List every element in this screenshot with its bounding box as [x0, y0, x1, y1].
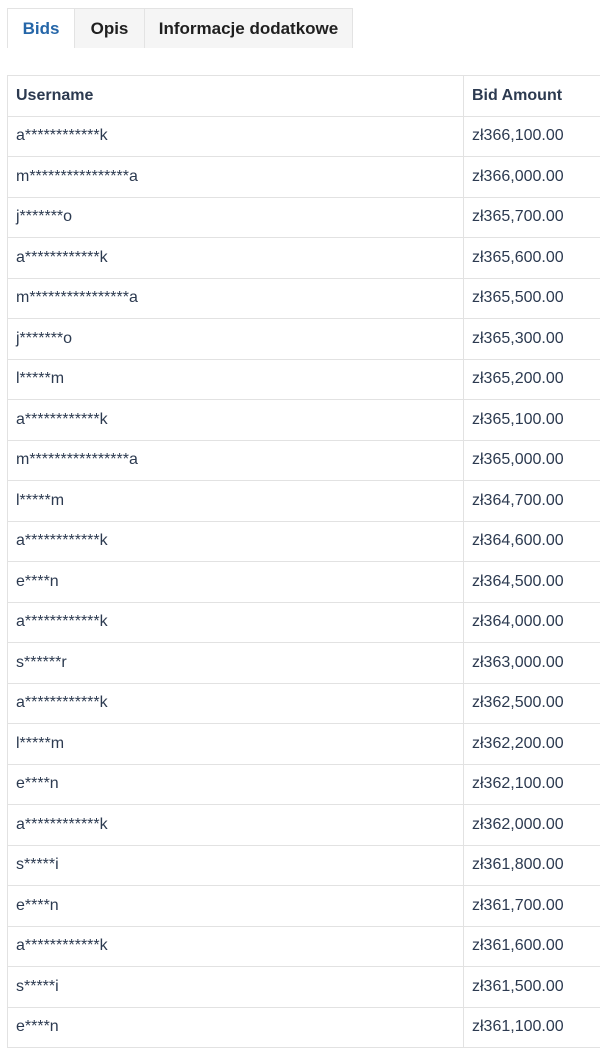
- table-row: [8, 197, 600, 238]
- bid-username-cell: l*****m: [8, 481, 464, 522]
- table-row: [8, 926, 600, 967]
- bid-amount-cell: zł364,500.00: [464, 562, 600, 603]
- bid-username-cell: a************k: [8, 805, 464, 846]
- table-row: [8, 643, 600, 684]
- bid-amount-cell: zł364,700.00: [464, 481, 600, 522]
- bid-amount-cell: zł365,600.00: [464, 238, 600, 279]
- bid-username-cell: a************k: [8, 683, 464, 724]
- bid-username-cell: e****n: [8, 886, 464, 927]
- bid-username-cell: a************k: [8, 116, 464, 157]
- table-row: [8, 886, 600, 927]
- bid-username-cell: a************k: [8, 926, 464, 967]
- table-row: [8, 805, 600, 846]
- tab-informacje-dodatkowe[interactable]: Informacje dodatkowe: [145, 8, 353, 48]
- bid-amount-cell: zł365,300.00: [464, 319, 600, 360]
- table-row: [8, 562, 600, 603]
- bids-table: [7, 75, 600, 1048]
- table-row: [8, 521, 600, 562]
- bid-amount-cell: zł366,100.00: [464, 116, 600, 157]
- username-column-header: Username: [8, 76, 464, 117]
- bid-amount-cell: zł365,700.00: [464, 197, 600, 238]
- bid-username-cell: l*****m: [8, 724, 464, 765]
- table-row: [8, 683, 600, 724]
- bid-amount-cell: zł365,500.00: [464, 278, 600, 319]
- table-row: [8, 319, 600, 360]
- table-row: [8, 400, 600, 441]
- table-row: [8, 967, 600, 1008]
- bid-username-cell: e****n: [8, 764, 464, 805]
- bid-username-cell: a************k: [8, 602, 464, 643]
- table-row: [8, 602, 600, 643]
- bid-username-cell: m****************a: [8, 440, 464, 481]
- tab-bids[interactable]: Bids: [7, 8, 75, 48]
- table-row: [8, 724, 600, 765]
- bid-username-cell: s******r: [8, 643, 464, 684]
- bid-username-cell: s*****i: [8, 967, 464, 1008]
- bid-amount-cell: zł363,000.00: [464, 643, 600, 684]
- bid-username-cell: m****************a: [8, 278, 464, 319]
- bid-username-cell: e****n: [8, 1007, 464, 1048]
- bid-amount-cell: zł365,000.00: [464, 440, 600, 481]
- table-header-row: [8, 76, 600, 117]
- table-row: [8, 481, 600, 522]
- bid-amount-cell: zł361,100.00: [464, 1007, 600, 1048]
- bid-amount-column-header: Bid Amount: [464, 76, 600, 117]
- bid-username-cell: a************k: [8, 400, 464, 441]
- bids-table-container: [7, 75, 600, 1048]
- bid-amount-cell: zł362,100.00: [464, 764, 600, 805]
- bid-amount-cell: zł361,700.00: [464, 886, 600, 927]
- table-row: [8, 157, 600, 198]
- tab-opis[interactable]: Opis: [75, 8, 145, 48]
- bid-username-cell: m****************a: [8, 157, 464, 198]
- table-row: [8, 278, 600, 319]
- table-row: [8, 238, 600, 279]
- bids-table-body: [8, 116, 600, 1048]
- bid-amount-cell: zł364,600.00: [464, 521, 600, 562]
- bid-username-cell: l*****m: [8, 359, 464, 400]
- bid-username-cell: a************k: [8, 238, 464, 279]
- table-row: [8, 116, 600, 157]
- table-row: [8, 1007, 600, 1048]
- bid-username-cell: j*******o: [8, 197, 464, 238]
- table-row: [8, 440, 600, 481]
- bid-amount-cell: zł365,100.00: [464, 400, 600, 441]
- bid-amount-cell: zł365,200.00: [464, 359, 600, 400]
- bid-username-cell: a************k: [8, 521, 464, 562]
- bid-amount-cell: zł361,500.00: [464, 967, 600, 1008]
- table-row: [8, 764, 600, 805]
- bid-amount-cell: zł362,000.00: [464, 805, 600, 846]
- bid-amount-cell: zł361,800.00: [464, 845, 600, 886]
- bid-amount-cell: zł361,600.00: [464, 926, 600, 967]
- bid-amount-cell: zł362,500.00: [464, 683, 600, 724]
- bid-username-cell: e****n: [8, 562, 464, 603]
- table-row: [8, 359, 600, 400]
- bid-username-cell: j*******o: [8, 319, 464, 360]
- table-row: [8, 845, 600, 886]
- bid-amount-cell: zł362,200.00: [464, 724, 600, 765]
- bid-amount-cell: zł366,000.00: [464, 157, 600, 198]
- bid-username-cell: s*****i: [8, 845, 464, 886]
- bid-amount-cell: zł364,000.00: [464, 602, 600, 643]
- tab-bar: [7, 8, 353, 48]
